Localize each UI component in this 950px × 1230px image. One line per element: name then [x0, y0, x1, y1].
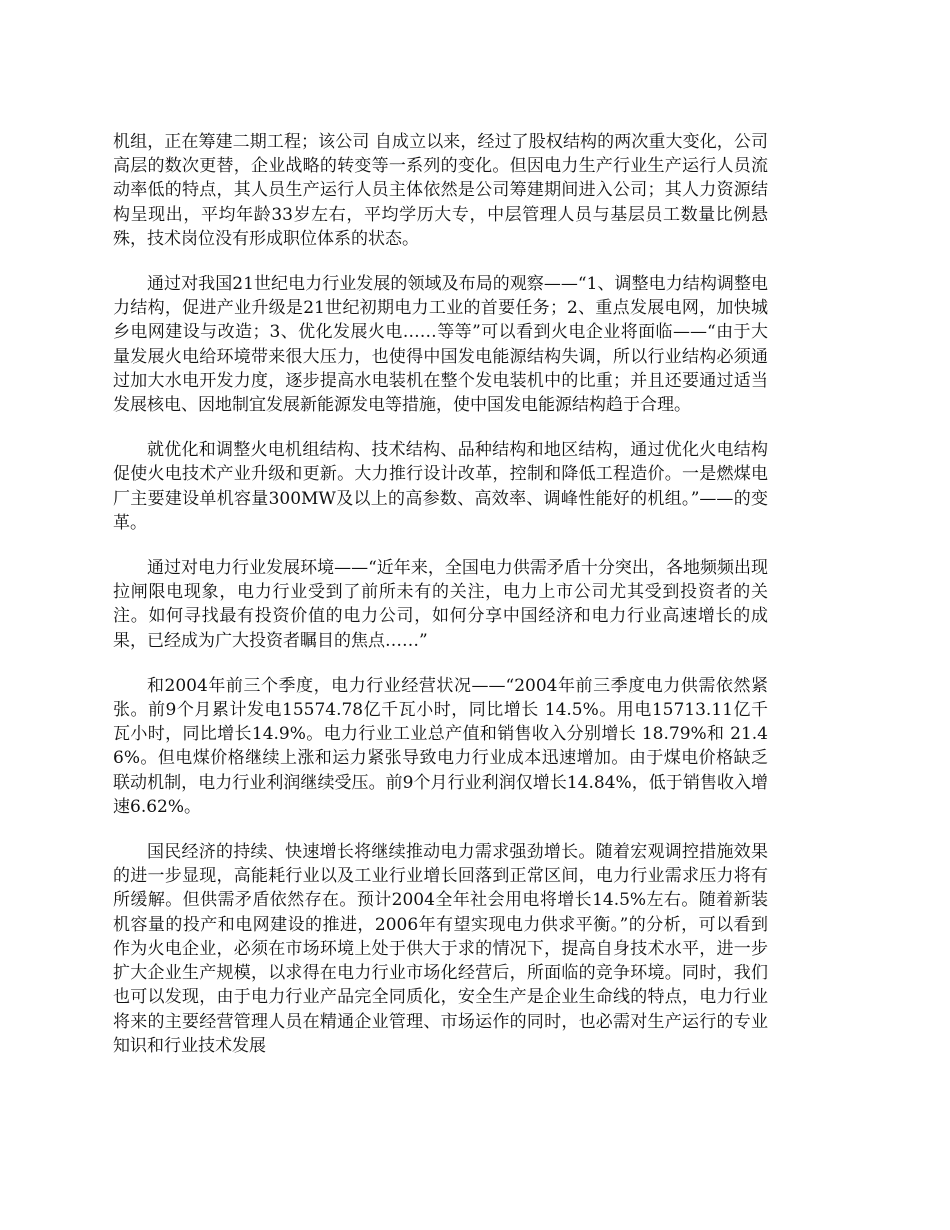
paragraph-6: 国民经济的持续、快速增长将继续推动电力需求强劲增长。随着宏观调控措施效果的进一步显现，高能耗行业以及工业行业增长回落到正常区间，电力行业需求压力将有所缓解。但供需矛盾依然存在。预计2004全年社会用电将增长14.5%左右。随着新装机容量的投产和电网建设的推进，2006年有望实现电力供求平衡。”的分析，可以看到作为火电企业，必须在市场环境上处于供大于求的情况下，提高自身技术水平，进一步扩大企业生产规模，以求得在电力行业市场化经营后，所面临的竞争环境。同时，我们也可以发现，由于电力行业产品完全同质化，安全生产是企业生命线的特点，电力行业将来的主要经营管理人员在精通企业管理、市场运作的同时，也必需对生产运行的专业知识和行业技术发展 [113, 842, 768, 1056]
paragraph-3: 就优化和调整火电机组结构、技术结构、品种结构和地区结构，通过优化火电结构促使火电技术产业升级和更新。大力推行设计改革，控制和降低工程造价。一是燃煤电厂主要建设单机容量300MW及以上的高参数、高效率、调峰性能好的机组。”——的变革。 [113, 440, 768, 533]
paragraph-4: 通过对电力行业发展环境——“近年来，全国电力供需矛盾十分突出，各地频频出现拉闸限电现象，电力行业受到了前所未有的关注，电力上市公司尤其受到投资者的关注。如何寻找最有投资价值的电力公司，如何分享中国经济和电力行业高速增长的成果，已经成为广大投资者瞩目的焦点……” [113, 558, 768, 651]
document-page [113, 130, 768, 1058]
paragraph-2: 通过对我国21世纪电力行业发展的领域及布局的观察——“1、调整电力结构调整电力结构，促进产业升级是21世纪初期电力工业的首要任务；2、重点发展电网，加快城乡电网建设与改造；3、优化发展火电……等等”可以看到火电企业将面临——“由于大量发展火电给环境带来很大压力，也使得中国发电能源结构失调，所以行业结构必须通过加大水电开发力度，逐步提高水电装机在整个发电装机中的比重；并且还要通过适当发展核电、因地制宜发展新能源发电等措施，使中国发电能源结构趋于合理。 [113, 274, 768, 416]
paragraph-5: 和2004年前三个季度，电力行业经营状况——“2004年前三季度电力供需依然紧张。前9个月累计发电15574.78亿千瓦小时，同比增长 14.5%。用电15713.11亿千瓦小时，同比增长14.9%。电力行业工业总产值和销售收入分别增长 18.79%和 21.46%。但电煤价格继续上涨和运力紧张导致电力行业成本迅速增加。由于煤电价格缺乏联动机制，电力行业利润继续受压。前9个月行业利润仅增长14.84%，低于销售收入增速6.62%。 [113, 675, 768, 817]
paragraph-1: 机组，正在筹建二期工程；该公司 自成立以来，经过了股权结构的两次重大变化，公司高层的数次更替，企业战略的转变等一系列的变化。但因电力生产行业生产运行人员流动率低的特点，其人员生产运行人员主体依然是公司筹建期间进入公司；其人力资源结构呈现出，平均年龄33岁左右，平均学历大专，中层管理人员与基层员工数量比例悬殊，技术岗位没有形成职位体系的状态。 [113, 132, 768, 249]
